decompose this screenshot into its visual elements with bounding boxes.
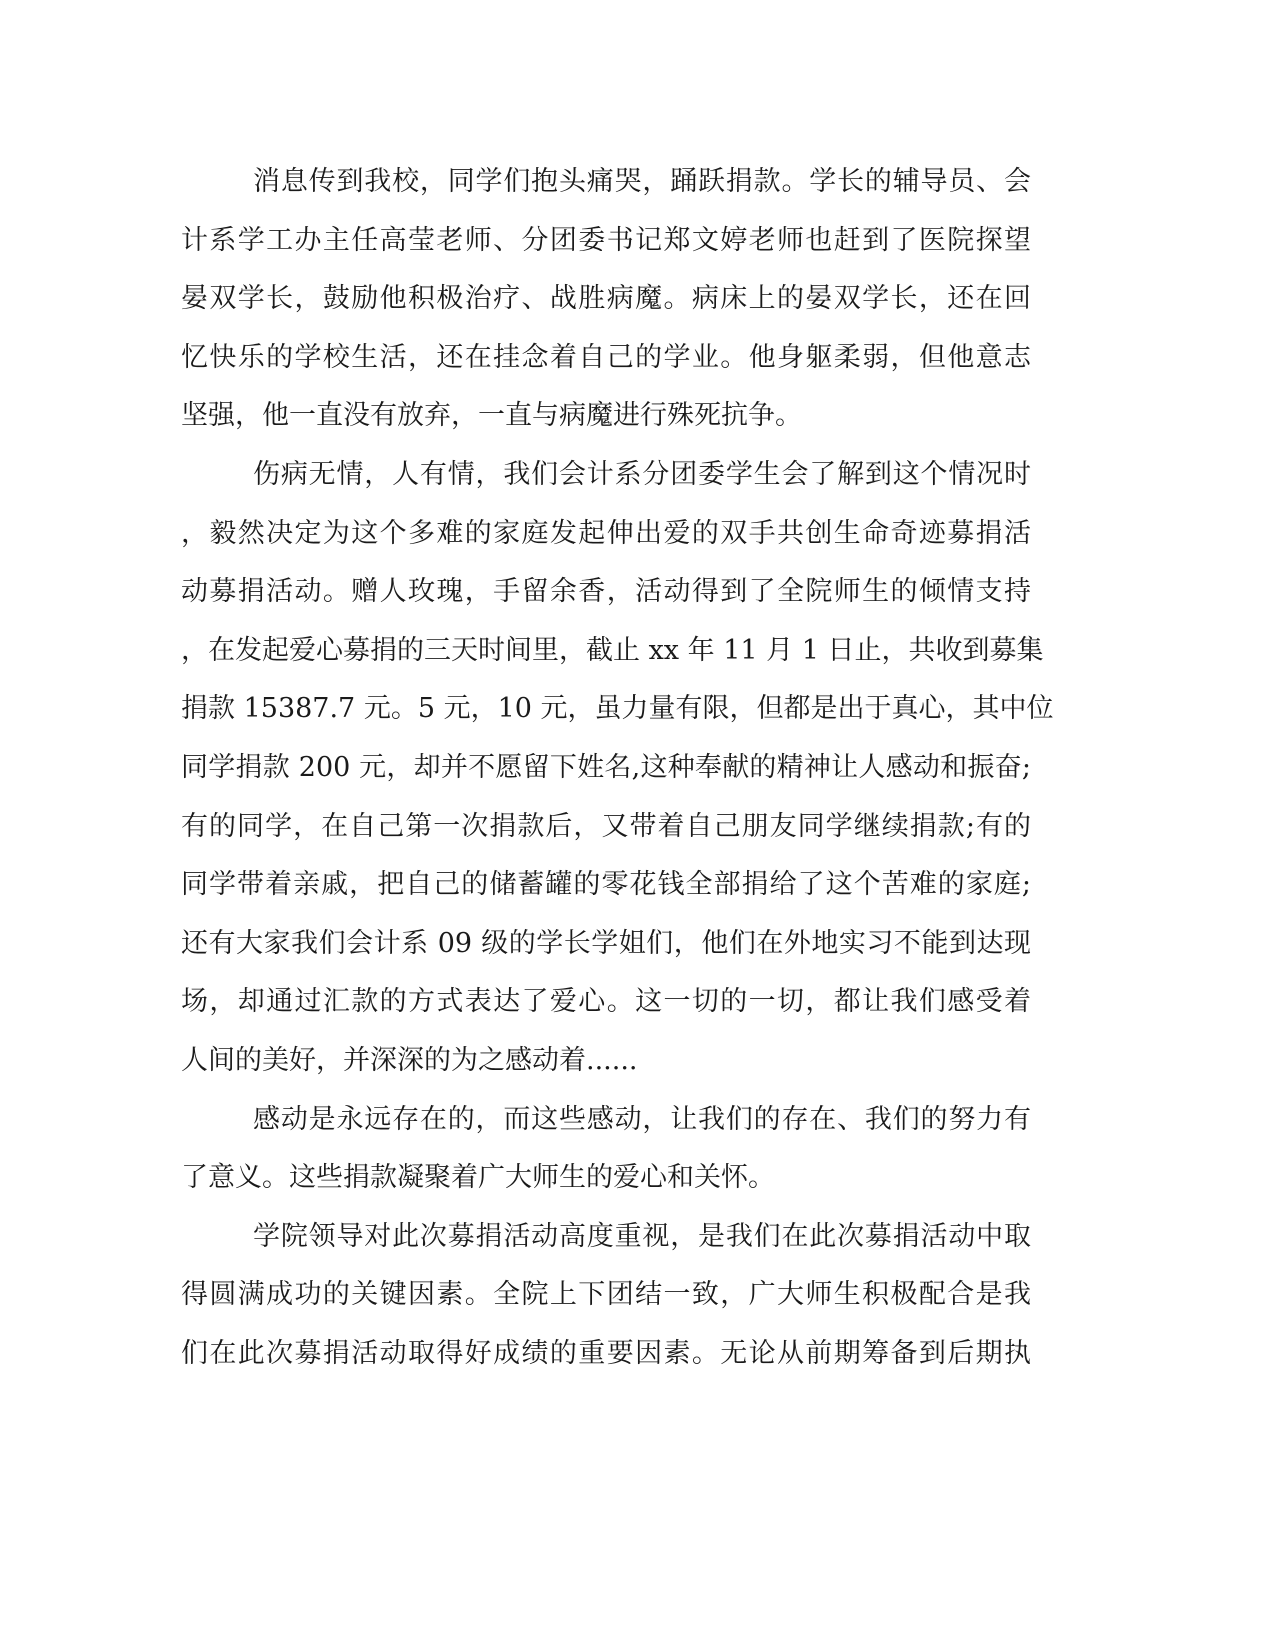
text-line: 感动是永远存在的，而这些感动，让我们的存在、我们的努力有	[253, 1103, 1031, 1135]
text-line: 了意义。这些捐款凝聚着广大师生的爱心和关怀。	[181, 1162, 775, 1194]
text-line: 同学带着亲戚，把自己的储蓄罐的零花钱全部捐给了这个苦难的家庭;	[181, 869, 1031, 901]
text-line: 动募捐活动。赠人玫瑰，手留余香，活动得到了全院师生的倾情支持	[181, 576, 1031, 608]
body-text	[181, 160, 1054, 1390]
text-line: 计系学工办主任高莹老师、分团委书记郑文婷老师也赶到了医院探望	[181, 224, 1031, 256]
text-line: ，在发起爱心募捐的三天时间里，截止 xx 年 11 月 1 日止，共收到募集	[181, 634, 1044, 666]
text-line: 场，却通过汇款的方式表达了爱心。这一切的一切，都让我们感受着	[181, 986, 1031, 1018]
text-line: 人间的美好，并深深的为之感动着......	[181, 1044, 638, 1076]
text-line: 坚强，他一直没有放弃，一直与病魔进行殊死抗争。	[181, 400, 802, 432]
text-line: 得圆满成功的关键因素。全院上下团结一致，广大师生积极配合是我	[181, 1279, 1031, 1311]
text-line: 们在此次募捐活动取得好成绩的重要因素。无论从前期筹备到后期执	[181, 1337, 1031, 1369]
text-line: 伤病无情，人有情，我们会计系分团委学生会了解到这个情况时	[253, 458, 1031, 490]
text-line: 学院领导对此次募捐活动高度重视，是我们在此次募捐活动中取	[253, 1220, 1031, 1252]
text-line: 有的同学，在自己第一次捐款后，又带着自己朋友同学继续捐款;有的	[181, 810, 1031, 842]
text-line: 捐款 15387.7 元。5 元，10 元，虽力量有限，但都是出于真心，其中位	[181, 693, 1054, 725]
text-line: 消息传到我校，同学们抱头痛哭，踊跃捐款。学长的辅导员、会	[253, 166, 1031, 197]
text-line: 忆快乐的学校生活，还在挂念着自己的学业。他身躯柔弱，但他意志	[181, 341, 1031, 373]
text-line: 同学捐款 200 元，却并不愿留下姓名,这种奉献的精神让人感动和振奋;	[181, 751, 1031, 783]
text-line: ，毅然决定为这个多难的家庭发起伸出爱的双手共创生命奇迹募捐活	[181, 517, 1031, 549]
text-line: 还有大家我们会计系 09 级的学长学姐们，他们在外地实习不能到达现	[181, 927, 1031, 959]
text-line: 晏双学长，鼓励他积极治疗、战胜病魔。病床上的晏双学长，还在回	[181, 283, 1031, 315]
